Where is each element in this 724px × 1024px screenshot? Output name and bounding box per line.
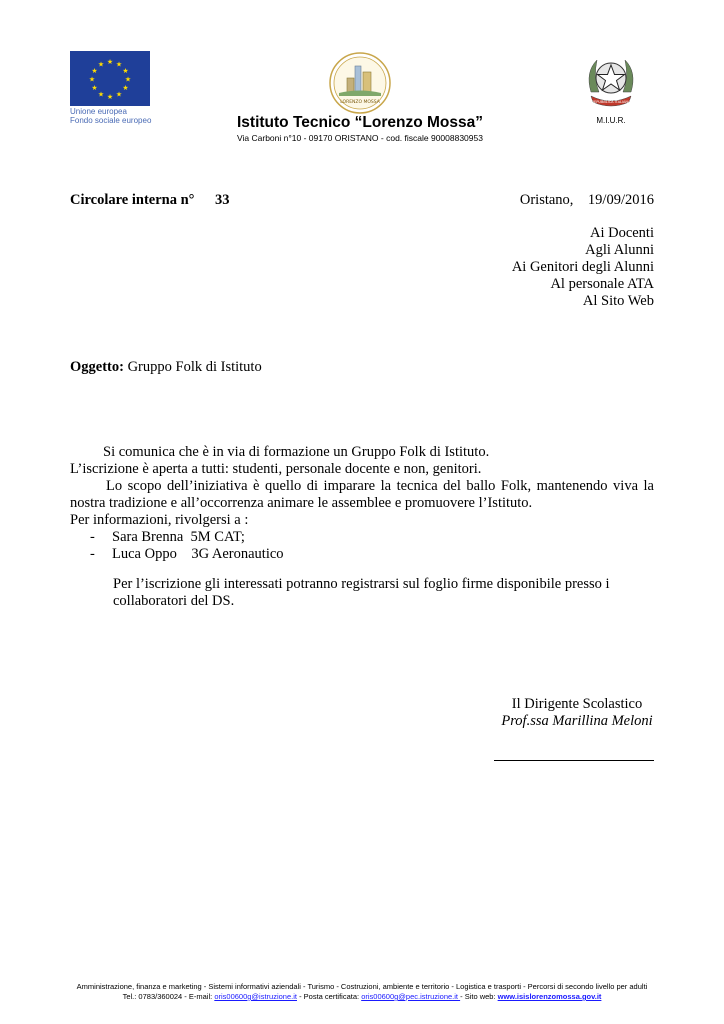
eu-caption-line1: Unione europea: [70, 107, 127, 116]
footer-site-label: - Sito web:: [460, 992, 498, 1001]
institute-address: Via Carboni n°10 - 09170 ORISTANO - cod. fiscale 90008830953: [237, 133, 483, 143]
registration-note: Per l’iscrizione gli interessati potranno registrarsi sul foglio firme disponibile presso i collaboratori del DS.: [113, 576, 610, 609]
list-item: [70, 546, 654, 563]
signature-line: [494, 760, 654, 761]
svg-text:★: ★: [115, 60, 123, 69]
eu-flag-logo: [70, 51, 150, 106]
subject-text: Gruppo Folk di Istituto: [123, 359, 262, 375]
subject-line: [70, 359, 262, 376]
italian-republic-emblem: [583, 52, 639, 112]
svg-text:★: ★: [91, 67, 98, 75]
svg-text:★: ★: [124, 75, 132, 84]
recipient: Agli Alunni: [585, 242, 654, 258]
body-paragraph: Lo scopo dell’iniziativa è quello di imparare la tecnica del ballo Folk, mantenendo viva la nostra tradizione e all’occorrenza animare le assemblee e promuovere l’Istituto.: [70, 478, 654, 511]
school-logo-text: LORENZO MOSSA: [340, 100, 380, 105]
footer-email-link[interactable]: oris00600g@istruzione.it: [214, 992, 297, 1001]
svg-text:★: ★: [106, 93, 114, 101]
svg-text:★: ★: [97, 60, 105, 69]
svg-text:★: ★: [106, 58, 114, 66]
signature-name: Prof.ssa Marillina Meloni: [501, 713, 653, 729]
miur-label: M.I.U.R.: [596, 116, 626, 125]
footer-site-link[interactable]: www.isislorenzomossa.gov.it: [497, 992, 602, 1001]
svg-text:★: ★: [91, 84, 98, 92]
recipient: Ai Genitori degli Alunni: [511, 259, 654, 275]
body-paragraph: Si comunica che è in via di formazione un Gruppo Folk di Istituto.: [103, 444, 490, 460]
place-date: Oristano, 19/09/2016: [519, 192, 654, 208]
recipient: Ai Docenti: [589, 225, 654, 241]
subject-label: Oggetto:: [70, 359, 124, 375]
list-dash: -: [90, 546, 95, 562]
footer-courses: Amministrazione, finanza e marketing - Sistemi informativi aziendali - Turismo - Costruzioni, ambiente e territorio - Logistica e trasporti - Percorsi di secondo livello per adulti: [76, 982, 648, 991]
institute-name: Istituto Tecnico “Lorenzo Mossa”: [236, 114, 483, 131]
svg-text:★: ★: [97, 90, 105, 99]
svg-text:★: ★: [122, 67, 129, 75]
body-paragraph: L’iscrizione è aperta a tutti: studenti, personale docente e non, genitori.: [70, 461, 482, 477]
footer-phone: Tel.: 0783/360024 - E-mail:: [122, 992, 215, 1001]
eu-logo-caption: [70, 107, 151, 125]
svg-text:★: ★: [88, 75, 96, 84]
circolare-number: 33: [215, 192, 230, 208]
footer-contacts: [0, 992, 724, 1002]
circolare-label: Circolare interna n°: [70, 192, 195, 208]
footer-pec-link[interactable]: oris00600g@pec.istruzione.it: [361, 992, 461, 1001]
recipient: Al Sito Web: [582, 293, 654, 309]
school-logo: [329, 52, 391, 114]
contact-text: Luca Oppo 3G Aeronautico: [112, 546, 284, 562]
footer-pec-label: - Posta certificata:: [296, 992, 362, 1001]
signature-role: Il Dirigente Scolastico: [511, 696, 643, 712]
list-dash: -: [90, 529, 95, 545]
svg-text:★: ★: [122, 84, 129, 92]
list-item: [70, 529, 654, 546]
emblem-ribbon-text: REPUBBLICA ITALIANA: [591, 100, 631, 104]
contact-text: Sara Brenna 5M CAT;: [112, 529, 245, 545]
letter-body: [70, 444, 654, 563]
body-paragraph: Per informazioni, rivolgersi a :: [70, 512, 249, 528]
recipients-list: [512, 225, 654, 310]
eu-caption-line2: Fondo sociale europeo: [70, 116, 152, 125]
recipient: Al personale ATA: [550, 276, 654, 292]
svg-text:★: ★: [115, 90, 123, 99]
